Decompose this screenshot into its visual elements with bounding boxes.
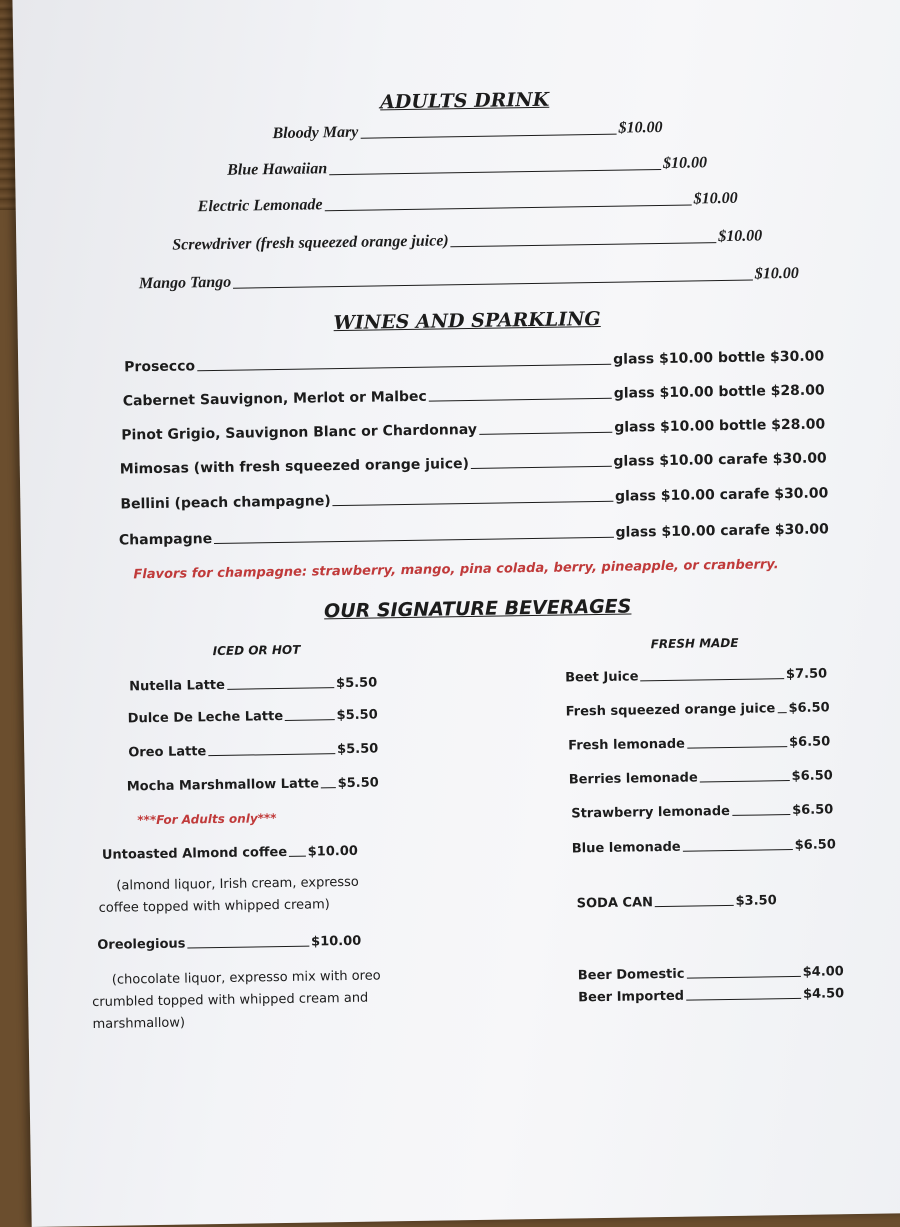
item-price: $6.50: [791, 768, 833, 785]
leader-line: [687, 976, 801, 979]
leader-line: [321, 787, 336, 788]
item-price: $7.50: [785, 666, 828, 683]
menu-sheet: [12, 0, 900, 1227]
wines-title: WINES AND SPARKLING: [333, 307, 601, 335]
adult-coffee-item-1: [102, 844, 358, 863]
item-price: $6.50: [788, 734, 831, 751]
latte-item-1: [129, 675, 377, 694]
item-price: $10.00: [693, 189, 738, 208]
item-name: Dulce De Leche Latte: [127, 708, 284, 727]
latte-item-3: [128, 741, 378, 760]
latte-item-4: [127, 775, 379, 794]
wine-item-3: [121, 416, 825, 443]
wine-item-6: [119, 521, 829, 548]
item-price: $5.50: [337, 741, 379, 758]
wine-item-4: [120, 450, 827, 477]
leader-line: [208, 753, 335, 756]
leader-line: [479, 432, 612, 435]
adult-coffee-desc-2: (chocolate liquor, expresso mix with oreo crumbled topped with whipped cream and marshmallow): [92, 968, 381, 1033]
signature-title: OUR SIGNATURE BEVERAGES: [323, 595, 632, 623]
adults-item-1: [272, 119, 662, 143]
item-name: Mocha Marshmallow Latte: [126, 776, 320, 795]
adults-item-3: [198, 190, 738, 216]
leader-line: [683, 849, 793, 852]
leader-line: [641, 678, 785, 681]
item-name: Oreo Latte: [128, 744, 207, 761]
adults-item-4: [172, 227, 762, 254]
item-name: Oreolegious: [97, 936, 186, 953]
leader-line: [451, 242, 717, 247]
item-price: $10.00: [307, 843, 358, 860]
leader-line: [429, 398, 612, 402]
beer-item-1: [578, 964, 844, 983]
item-price: $10.00: [310, 933, 362, 950]
item-price: glass $10.00 carafe $30.00: [615, 521, 829, 541]
fresh-item-2: [566, 700, 830, 719]
leader-line: [233, 280, 753, 289]
item-name: Champagne: [118, 531, 213, 549]
fresh-item-1: [565, 666, 827, 685]
wine-item-1: [124, 348, 824, 375]
item-price: glass $10.00 carafe $30.00: [613, 450, 827, 470]
leader-line: [329, 169, 661, 175]
item-price: $10.00: [662, 154, 708, 172]
leader-line: [289, 856, 306, 857]
adult-coffee-item-2: [97, 934, 361, 953]
adult-coffee-desc-1: (almond liquor, Irish cream, expresso coffee topped with whipped cream): [98, 874, 359, 916]
champagne-flavors-note: Flavors for champagne: strawberry, mango, pina colada, berry, pineapple, or cranberry.: [133, 557, 779, 583]
leader-line: [700, 780, 790, 782]
item-name: Fresh lemonade: [568, 736, 686, 754]
item-price: $10.00: [618, 118, 663, 137]
item-name: Mango Tango: [138, 273, 232, 293]
beer-item-2: [578, 986, 844, 1005]
item-name: Mimosas (with fresh squeezed orange juice): [119, 456, 470, 478]
item-name: Nutella Latte: [129, 677, 226, 695]
item-name: Screwdriver (fresh squeezed orange juice): [172, 232, 449, 254]
leader-line: [732, 814, 790, 816]
leader-line: [325, 204, 692, 211]
item-name: Pinot Grigio, Sauvignon Blanc or Chardonnay: [121, 421, 478, 444]
fresh-item-6: [572, 837, 836, 856]
item-price: $4.50: [802, 986, 845, 1002]
item-name: Cabernet Sauvignon, Merlot or Malbec: [122, 388, 427, 410]
adults-only-note: ***For Adults only***: [137, 811, 277, 828]
wine-item-5: [120, 485, 828, 512]
leader-line: [687, 746, 787, 749]
leader-line: [333, 501, 613, 506]
item-price: $4.00: [802, 964, 844, 980]
leader-line: [285, 719, 334, 721]
item-price: $5.50: [335, 675, 378, 692]
item-name: Beer Imported: [578, 988, 685, 1006]
leader-line: [188, 946, 310, 949]
item-price: $3.50: [735, 893, 777, 909]
leader-line: [360, 134, 616, 139]
item-price: $10.00: [718, 227, 763, 246]
fresh-made-heading: FRESH MADE: [650, 635, 739, 652]
adults-item-5: [139, 265, 799, 293]
item-price: $6.50: [788, 700, 830, 717]
item-name: Bellini (peach champagne): [120, 493, 331, 513]
item-price: $5.50: [337, 775, 379, 792]
soda-can-item: [577, 893, 777, 911]
item-price: $6.50: [794, 837, 836, 853]
item-name: Blue lemonade: [571, 839, 681, 857]
item-name: Strawberry lemonade: [571, 803, 731, 822]
leader-line: [686, 998, 801, 1001]
item-name: Bloody Mary: [272, 123, 359, 143]
item-name: Electric Lemonade: [197, 196, 323, 216]
leader-line: [655, 905, 734, 907]
item-price: $6.50: [792, 802, 834, 818]
item-name: Beet Juice: [565, 669, 639, 686]
adults-title: ADULTS DRINK: [379, 88, 550, 114]
item-price: glass $10.00 carafe $30.00: [614, 485, 829, 505]
fresh-item-5: [571, 802, 833, 821]
wine-item-2: [123, 382, 825, 409]
fresh-item-4: [569, 768, 833, 787]
leader-line: [214, 537, 613, 544]
leader-line: [227, 687, 334, 690]
latte-item-2: [128, 707, 378, 726]
item-name: Berries lemonade: [568, 770, 698, 788]
item-name: Prosecco: [124, 358, 196, 376]
item-price: glass $10.00 bottle $30.00: [613, 348, 825, 368]
fresh-item-3: [568, 734, 830, 753]
leader-line: [471, 466, 612, 469]
iced-or-hot-heading: ICED OR HOT: [212, 642, 301, 659]
item-name: Fresh squeezed orange juice: [565, 701, 776, 720]
item-name: Beer Domestic: [577, 966, 685, 984]
item-price: glass $10.00 bottle $28.00: [613, 382, 825, 402]
item-price: $10.00: [754, 264, 799, 283]
adults-item-2: [227, 154, 707, 180]
leader-line: [197, 364, 611, 372]
leader-line: [777, 712, 786, 713]
item-name: Untoasted Almond coffee: [101, 844, 288, 863]
item-name: SODA CAN: [576, 895, 654, 912]
item-price: $5.50: [336, 707, 378, 724]
item-price: glass $10.00 bottle $28.00: [614, 416, 826, 436]
item-name: Blue Hawaiian: [227, 160, 328, 179]
